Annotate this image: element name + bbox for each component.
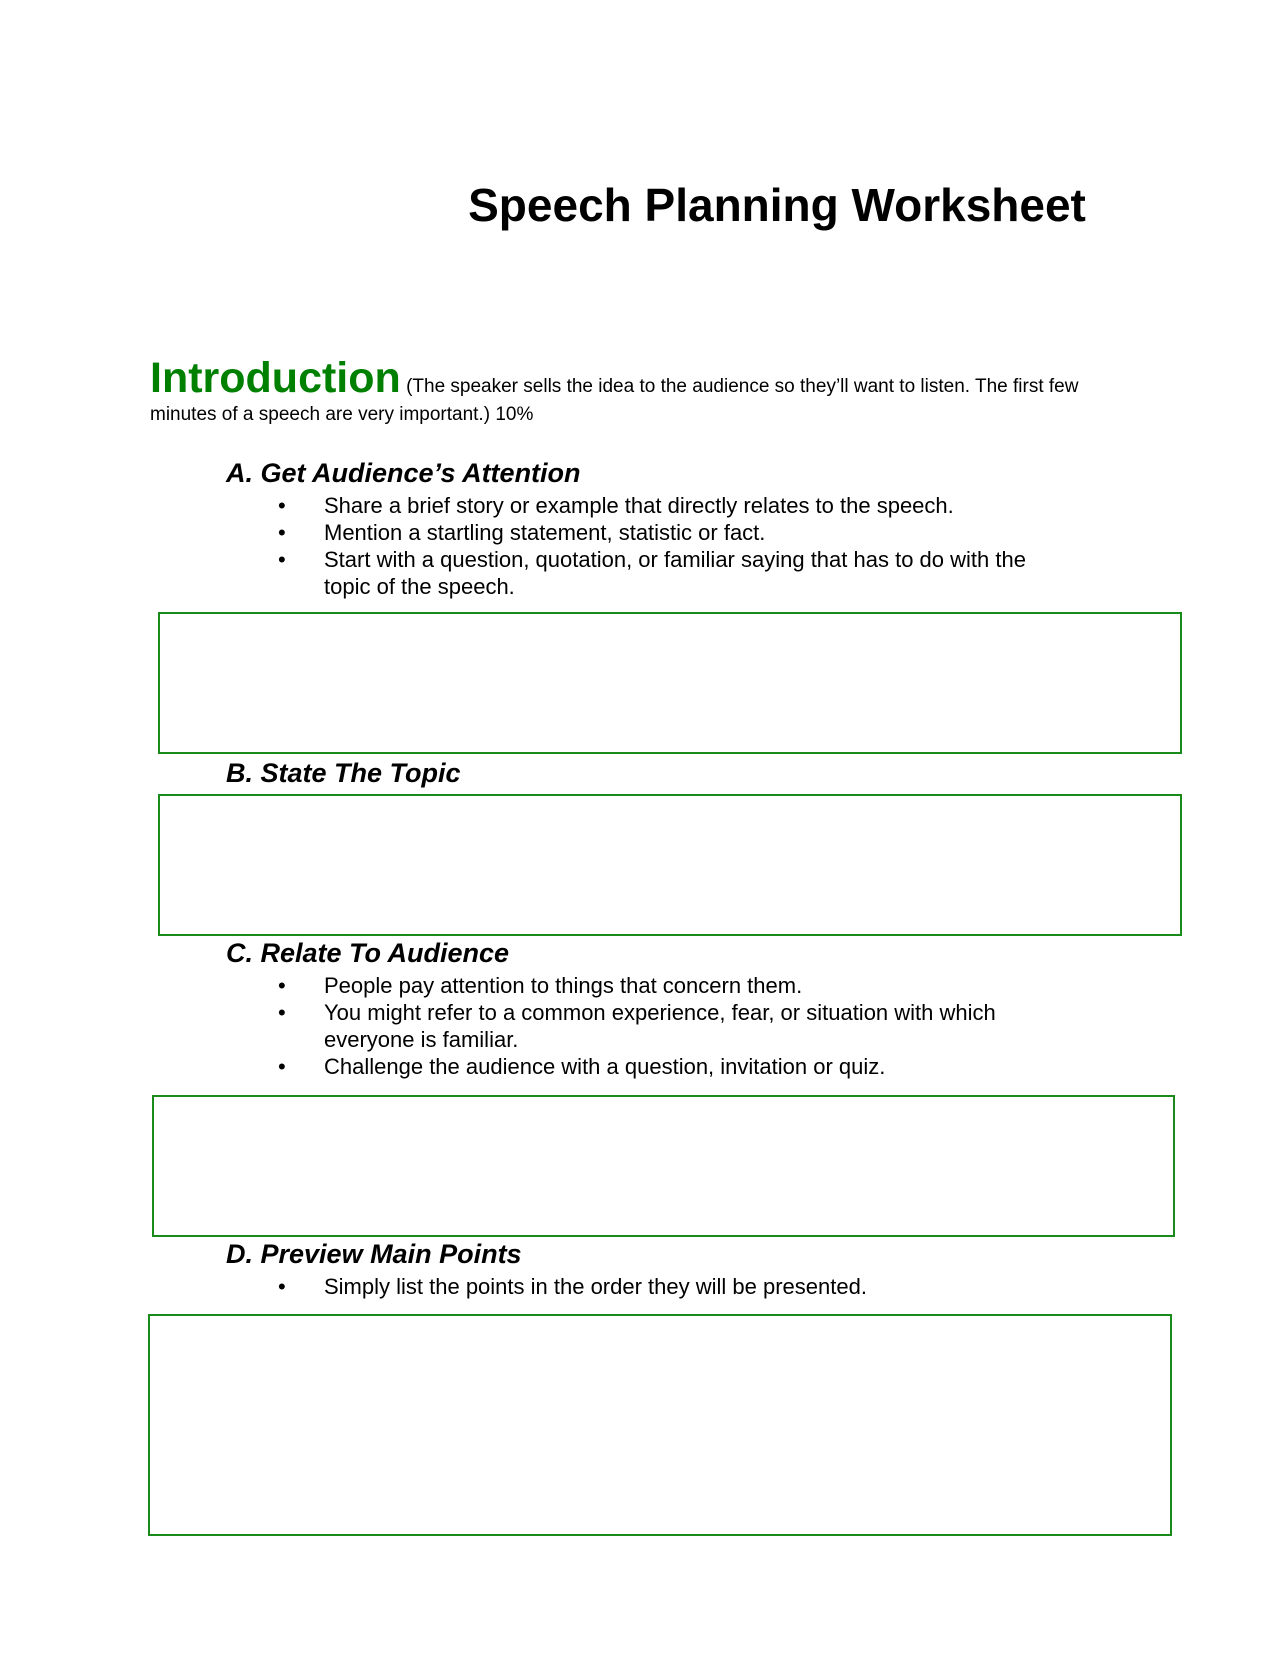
list-item: • Share a brief story or example that directly relates to the speech.: [278, 492, 1078, 519]
section-a-bullets: [278, 492, 1078, 600]
section-b-heading: B. State The Topic: [226, 758, 461, 788]
list-item: • Challenge the audience with a question, invitation or quiz.: [278, 1053, 1078, 1080]
section-c-bullets: [278, 972, 1078, 1080]
section-a-heading: A. Get Audience’s Attention: [226, 458, 581, 488]
section-c-heading: C. Relate To Audience: [226, 938, 510, 968]
page-title: Speech Planning Worksheet: [468, 179, 1086, 231]
answer-box-relate[interactable]: [152, 1095, 1175, 1237]
answer-box-attention[interactable]: [158, 612, 1182, 754]
list-item: • Mention a startling statement, statistic or fact.: [278, 519, 1078, 546]
answer-box-topic[interactable]: [158, 794, 1182, 936]
section-d-bullets: [278, 1273, 1078, 1300]
intro-description: (The speaker sells the idea to the audience so they’ll want to listen. The first few minutes of a speech are very important.) 10%: [150, 376, 1079, 425]
list-item: • Start with a question, quotation, or familiar saying that has to do with the topic of the speech.: [278, 546, 1078, 600]
intro-paragraph: [150, 356, 1150, 429]
section-d-heading: D. Preview Main Points: [226, 1239, 522, 1269]
list-item: • You might refer to a common experience, fear, or situation with which everyone is familiar.: [278, 999, 1078, 1053]
intro-heading: Introduction: [150, 354, 401, 402]
list-item: • Simply list the points in the order they will be presented.: [278, 1273, 1078, 1300]
answer-box-preview[interactable]: [148, 1314, 1172, 1536]
list-item: • People pay attention to things that concern them.: [278, 972, 1078, 999]
